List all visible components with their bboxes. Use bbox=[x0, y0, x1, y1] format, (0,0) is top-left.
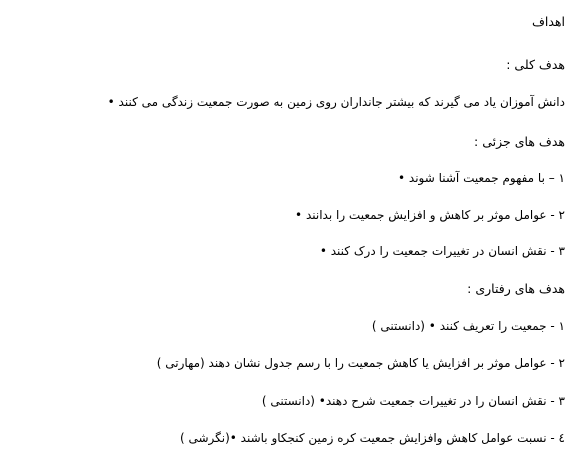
behavioral-goal-item: ۱ - جمعیت را تعریف کنند • (دانستنی ) bbox=[371, 319, 565, 333]
behavioral-goal-item: ۲ - عوامل موثر بر افزایش یا کاهش جمعیت را با رسم جدول نشان دهند (مهارتی ) bbox=[156, 356, 565, 370]
partial-goal-item: ۳ - نقش انسان در تغییرات جمعیت را درک کنند • bbox=[319, 244, 565, 258]
behavioral-goals-heading: هدف های رفتاری : bbox=[467, 281, 565, 296]
document-title: اهداف bbox=[531, 14, 565, 29]
partial-goals-heading: هدف های جزئی : bbox=[474, 134, 565, 149]
general-goal-heading: هدف کلی : bbox=[506, 57, 565, 72]
general-goal-text: دانش آموزان یاد می گیرند که بیشتر جانداران روی زمین به صورت جمعیت زندگی می کنند • bbox=[107, 95, 565, 109]
behavioral-goal-item: ٤ - نسبت عوامل کاهش وافزایش جمعیت کره زمین کنجکاو باشند •(نگرشی ) bbox=[179, 431, 565, 445]
partial-goal-item: ۲ - عوامل موثر بر کاهش و افزایش جمعیت را بدانند • bbox=[295, 208, 565, 222]
behavioral-goal-item: ۳ - نقش انسان را در تغییرات جمعیت شرح دهند• (دانستنی ) bbox=[261, 394, 565, 408]
partial-goal-item: ۱ – با مفهوم جمعیت آشنا شوند • bbox=[398, 171, 565, 185]
